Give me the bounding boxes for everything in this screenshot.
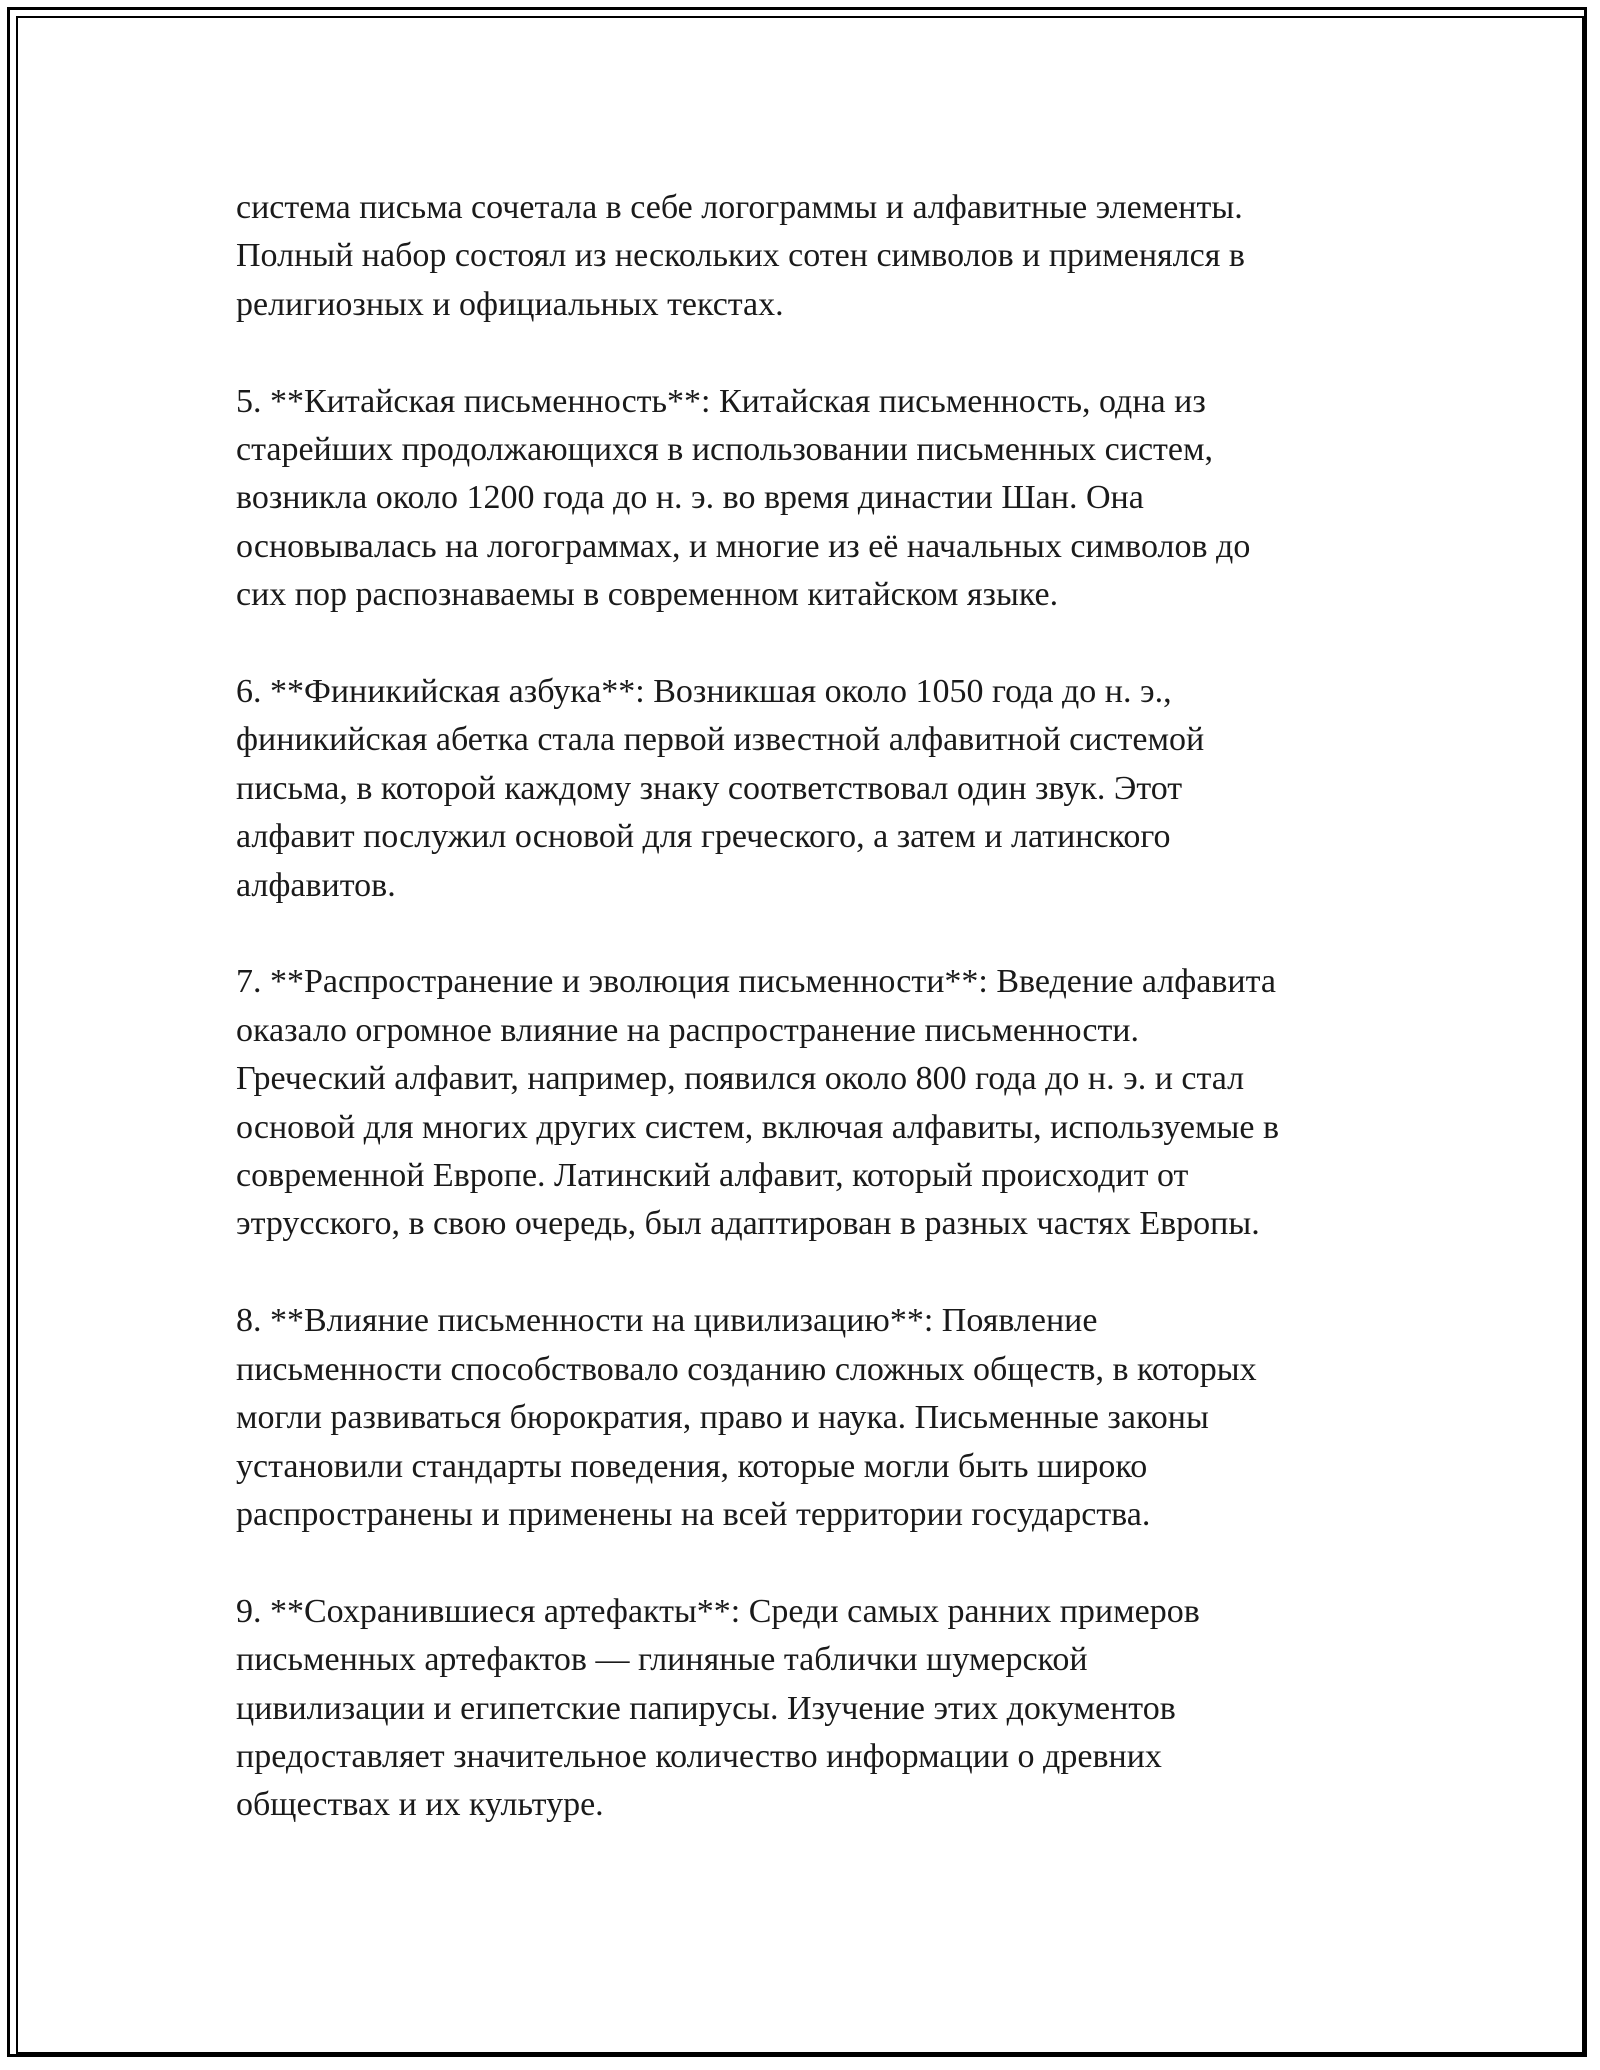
paragraph-spread-evolution [236, 958, 1376, 1248]
text-line: оказало огромное влияние на распространение письменности. [236, 1011, 1139, 1049]
text-line: современной Европе. Латинский алфавит, который происходит от [236, 1157, 1189, 1195]
paragraph-writing-system-continuation [236, 184, 1376, 329]
text-line: религиозных и официальных текстах. [236, 285, 784, 323]
text-line: 6. **Финикийская азбука**: Возникшая около 1050 года до н. э., [236, 673, 1172, 711]
text-line: могли развиваться бюрократия, право и наука. Письменные законы [236, 1399, 1209, 1437]
text-line: 9. **Сохранившиеся артефакты**: Среди самых ранних примеров [236, 1592, 1200, 1630]
text-line: основывалась на логограммах, и многие из её начальных символов до [236, 527, 1251, 565]
text-line: этрусского, в свою очередь, был адаптирован в разных частях Европы. [236, 1205, 1260, 1243]
text-line: обществах и их культуре. [236, 1786, 604, 1824]
text-line: 7. **Распространение и эволюция письменности**: Введение алфавита [236, 963, 1276, 1001]
text-line: цивилизации и египетские папирусы. Изучение этих документов [236, 1689, 1176, 1727]
text-line: возникла около 1200 года до н. э. во время династии Шан. Она [236, 479, 1144, 517]
text-line: 5. **Китайская письменность**: Китайская письменность, одна из [236, 382, 1206, 420]
document-body [236, 184, 1376, 1878]
text-line: письменных артефактов — глиняные таблички шумерской [236, 1641, 1088, 1679]
text-line: письменности способствовало созданию сложных обществ, в которых [236, 1350, 1257, 1388]
paragraph-phoenician-alphabet [236, 668, 1376, 910]
paragraph-chinese-writing [236, 378, 1376, 620]
text-line: письма, в которой каждому знаку соответствовал один звук. Этот [236, 769, 1183, 807]
paragraph-surviving-artifacts [236, 1588, 1376, 1830]
text-line: 8. **Влияние письменности на цивилизацию**: Появление [236, 1302, 1098, 1340]
text-line: основой для многих других систем, включая алфавиты, используемые в [236, 1108, 1280, 1146]
text-line: установили стандарты поведения, которые могли быть широко [236, 1447, 1148, 1485]
text-line: сих пор распознаваемы в современном китайском языке. [236, 576, 1059, 614]
paragraph-civilization-impact [236, 1297, 1376, 1539]
text-line: алфавит послужил основой для греческого, а затем и латинского [236, 818, 1171, 856]
text-line: распространены и применены на всей территории государства. [236, 1495, 1151, 1533]
text-line: предоставляет значительное количество информации о древних [236, 1737, 1162, 1775]
text-line: старейших продолжающихся в использовании письменных систем, [236, 431, 1214, 469]
text-line: Полный набор состоял из нескольких сотен символов и применялся в [236, 237, 1245, 275]
text-line: финикийская абетка стала первой известной алфавитной системой [236, 721, 1205, 759]
text-line: Греческий алфавит, например, появился около 800 года до н. э. и стал [236, 1060, 1245, 1098]
text-line: система письма сочетала в себе логограммы и алфавитные элементы. [236, 189, 1243, 226]
text-line: алфавитов. [236, 866, 396, 904]
